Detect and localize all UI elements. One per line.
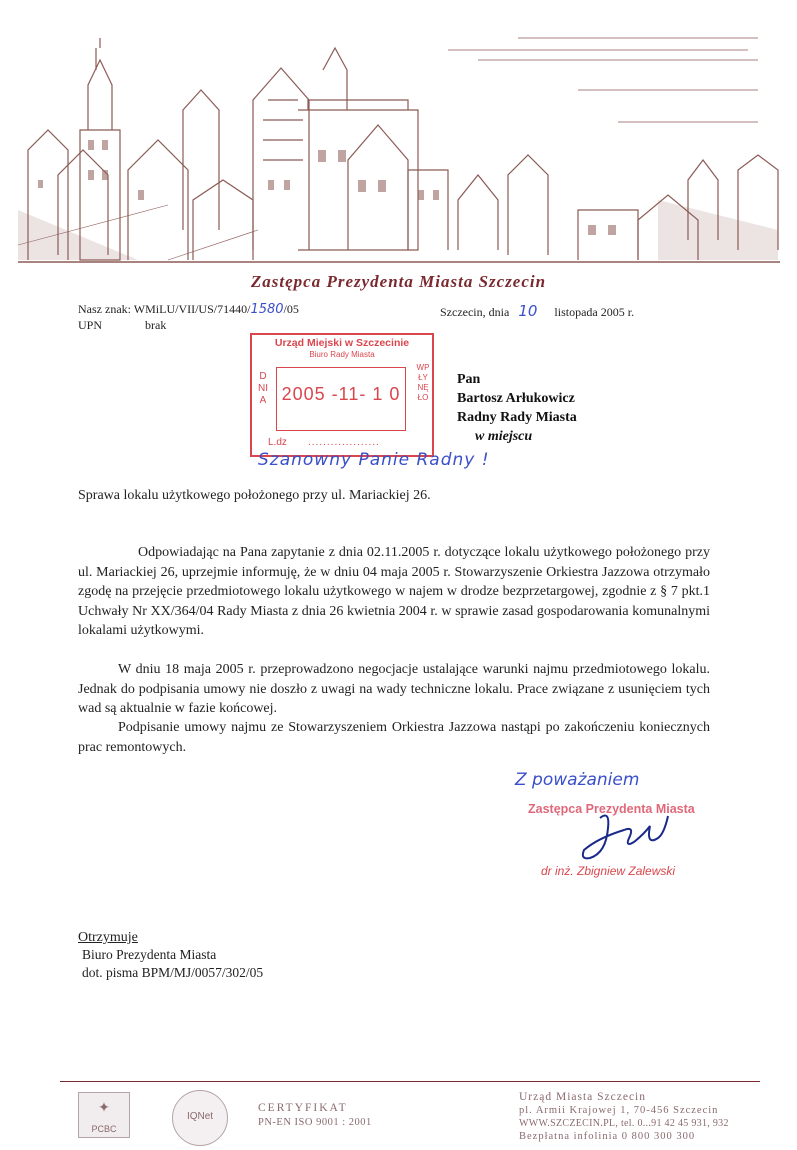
date-day-handwritten: 10 [518,302,538,320]
body-paragraph-1: Odpowiadając na Pana zapytanie z dnia 02.11.2005 r. dotyczące lokalu użytkowego położonego przy ul. Mariackiej 26, uprzejmie informuję, że w dniu 04 maja 2005 r. Stowarzyszenie Orkiestra Jazzowa otrzymało zgodę na przejęcie przedmiotowego lokalu użytkowego w najem w drodze bezprzetargowej, zgodnie z § 7 pkt.1 Uchwały Nr XX/364/04 Rady Miasta z dnia 26 kwietnia 2004 r. w sprawie zasad gospodarowania komunalnymi lokalami użytkowymi. [78,545,710,638]
certificate-norm: PN-EN ISO 9001 : 2001 [258,1117,372,1128]
handwritten-salutation: Szanowny Panie Radny ! [258,450,490,470]
certificate-title: CERTYFIKAT [258,1102,348,1114]
stamp-date-box [276,367,406,431]
signatory-name: dr inż. Zbigniew Zalewski [541,864,676,878]
signature-scribble [580,808,690,868]
stamp-title: Urząd Miejski w Szczecinie [274,337,410,349]
reference-code-handwritten: 1580 [250,302,284,317]
stamp-left-label: DNIA [258,371,268,406]
stamp-ldz-label: L.dz [268,437,287,448]
addressee-line1: Pan [457,372,481,387]
reference-label: Nasz znak: [78,302,131,316]
office-hotline: Bezpłatna infolinia 0 800 300 300 [519,1131,696,1142]
body-paragraph-3: Podpisanie umowy najmu ze Stowarzyszeniem Orkiestra Jazzowa nastąpi po zakończeniu koniecznych prac remontowych. [78,720,710,755]
city-skyline-illustration [18,30,780,270]
addressee-title: Radny Rady Miasta [457,410,577,425]
recipient-line-2: dot. pisma BPM/MJ/0057/302/05 [82,965,264,980]
recipients-header: Otrzymuje [78,930,138,945]
upn-value: brak [145,318,167,332]
date-suffix: listopada 2005 r. [554,305,635,319]
eagle-icon: ✦ [98,1099,110,1115]
office-address: pl. Armii Krajowej 1, 70-456 Szczecin [519,1105,719,1116]
stamp-ldz-dots: ................... [308,437,380,448]
iqnet-logo-text: IQNet [186,1111,214,1122]
date-prefix: Szczecin, dnia [440,305,510,319]
pcbc-logo-text: PCBC [91,1124,117,1134]
footer-divider [60,1081,760,1082]
signatory-title: Zastępca Prezydenta Miasta [528,802,695,816]
letterhead-title: Zastępca Prezydenta Miasta Szczecin [250,272,547,291]
body-paragraph-2: W dniu 18 maja 2005 r. przeprowadzono negocjacje ustalające warunki najmu przedmiotowego lokalu. Jednak do podpisania umowy nie doszło z uwagi na wady techniczne lokalu. Prace związane z usunięciem tych wad są aktualnie w fazie końcowej. [78,662,710,716]
iqnet-logo [172,1090,228,1146]
stamp-subtitle: Biuro Rady Miasta [309,350,375,359]
stamp-date: 2005 -11- 1 0 [281,384,401,404]
letter-subject: Sprawa lokalu użytkowego położonego przy ul. Mariackiej 26. [78,488,431,503]
addressee-location: w miejscu [475,429,533,444]
upn-label: UPN [78,318,103,332]
office-name: Urząd Miasta Szczecin [519,1091,647,1103]
office-web-phone: WWW.SZCZECIN.PL, tel. 0...91 42 45 931, 932 [519,1118,729,1129]
stamp-right-label: WPŁYNĘŁO [416,363,430,402]
reference-number [78,302,299,317]
reference-code-suffix: /05 [283,302,299,316]
letter-date [440,302,634,320]
pcbc-logo [78,1092,130,1138]
reference-code-prefix: WMiLU/VII/US/71440/ [133,302,251,316]
recipient-line-1: Biuro Prezydenta Miasta [82,947,217,962]
received-stamp [250,333,434,457]
addressee-name: Bartosz Arłukowicz [457,391,575,406]
handwritten-closing: Z poważaniem [515,770,640,790]
